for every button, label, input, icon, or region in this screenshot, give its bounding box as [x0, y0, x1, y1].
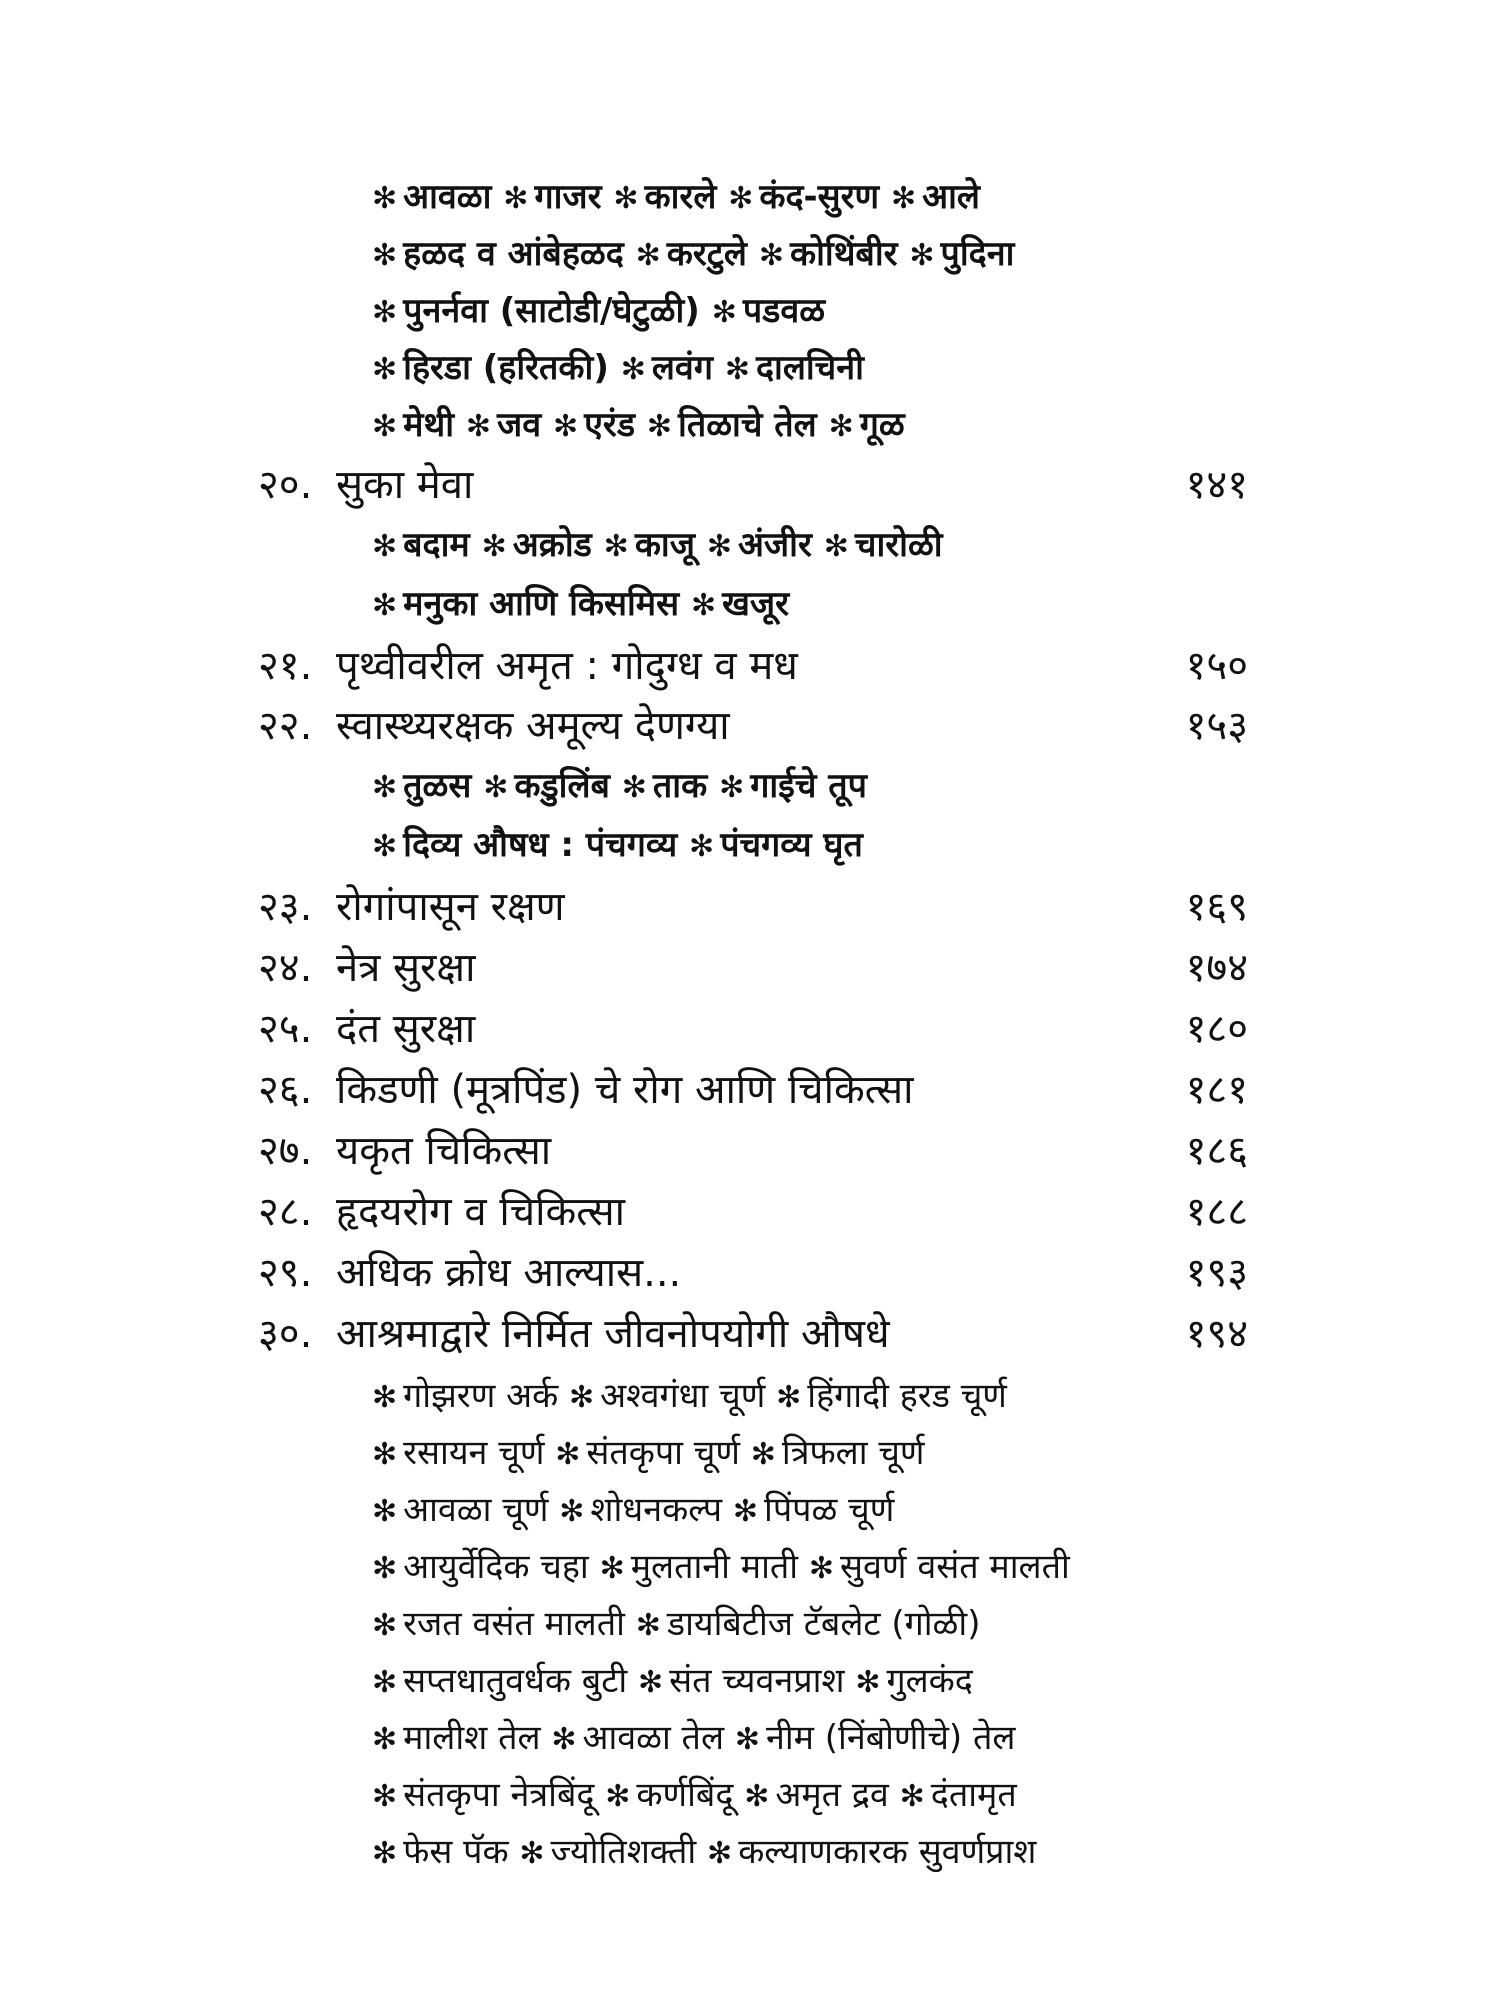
sub-item-line [0, 1708, 1500, 1768]
sub-item-line [0, 1423, 1500, 1483]
star-bullet-icon: ✻ [372, 829, 398, 864]
star-bullet-icon: ✻ [503, 181, 529, 216]
sub-items [372, 1822, 1036, 1884]
sub-items [372, 515, 943, 577]
sub-item: संतकृपा चूर्ण [586, 1433, 740, 1473]
sub-item: खजूर [722, 584, 790, 624]
chapter-title: किडणी (मूत्रपिंड) चे रोग आणि चिकित्सा [336, 1067, 914, 1113]
star-bullet-icon: ✻ [605, 1779, 631, 1814]
star-bullet-icon: ✻ [690, 588, 717, 623]
sub-item: अंजीर [737, 525, 812, 565]
sub-items [372, 1423, 925, 1485]
sub-item: एरंड [584, 405, 636, 445]
star-bullet-icon: ✻ [707, 1836, 733, 1871]
sub-items [372, 1537, 1070, 1599]
sub-item: ताक [652, 766, 708, 806]
sub-item: मेथी [403, 405, 455, 445]
chapter-number: २०. [258, 462, 313, 508]
chapter-title: अधिक क्रोध आल्यास... [336, 1250, 682, 1296]
star-bullet-icon: ✻ [613, 181, 639, 216]
sub-item: हिंगादी हरड चूर्ण [807, 1376, 1007, 1416]
star-bullet-icon: ✻ [732, 1494, 759, 1529]
star-bullet-icon: ✻ [372, 409, 398, 444]
chapter-number: २३. [258, 884, 313, 930]
chapter-number: २९. [258, 1250, 313, 1296]
star-bullet-icon: ✻ [372, 181, 398, 216]
sub-item: त्रिफला चूर्ण [781, 1433, 925, 1473]
sub-items [372, 338, 864, 400]
star-bullet-icon: ✻ [899, 1779, 925, 1814]
sub-item: आवळा चूर्ण [403, 1490, 549, 1530]
sub-item: हिरडा (हरितकी) [403, 348, 609, 388]
sub-item-line [0, 1822, 1500, 1882]
sub-item: चारोळी [854, 525, 943, 565]
toc-entry[interactable] [0, 1060, 1500, 1120]
chapter-number: २६. [258, 1067, 313, 1113]
sub-item: पिंपळ चूर्ण [764, 1490, 895, 1530]
sub-items [372, 167, 980, 229]
sub-item: गोझरण अर्क [403, 1376, 559, 1416]
star-bullet-icon: ✻ [483, 770, 509, 805]
sub-items [372, 395, 905, 457]
sub-item: रसायन चूर्ण [403, 1433, 545, 1473]
sub-item: दिव्य औषध : पंचगव्य [403, 825, 678, 865]
star-bullet-icon: ✻ [646, 409, 673, 444]
star-bullet-icon: ✻ [481, 529, 507, 564]
chapter-page: १५० [1185, 643, 1248, 689]
sub-item-line [0, 281, 1500, 341]
star-bullet-icon: ✻ [719, 770, 745, 805]
sub-item: पडवळ [742, 291, 826, 331]
chapter-number: २७. [258, 1128, 313, 1174]
sub-item: ज्योतिशक्ती [550, 1832, 697, 1872]
sub-item: करटुले [666, 234, 747, 274]
sub-item: गाजर [534, 177, 602, 217]
star-bullet-icon: ✻ [603, 529, 629, 564]
toc-entry[interactable] [0, 1121, 1500, 1181]
sub-item: दंतामृत [930, 1775, 1017, 1815]
sub-item: अश्वगंधा चूर्ण [600, 1376, 766, 1416]
star-bullet-icon: ✻ [750, 1437, 776, 1472]
star-bullet-icon: ✻ [372, 1551, 398, 1586]
sub-item: आले [922, 177, 980, 217]
sub-item-line [0, 395, 1500, 455]
star-bullet-icon: ✻ [635, 238, 661, 273]
sub-item: संतकृपा नेत्रबिंदू [403, 1775, 595, 1815]
sub-item-line [0, 1765, 1500, 1825]
chapter-title: स्वास्थ्यरक्षक अमूल्य देणग्या [336, 703, 730, 749]
chapter-title: दंत सुरक्षा [336, 1006, 476, 1052]
star-bullet-icon: ✻ [635, 1608, 661, 1643]
toc-entry[interactable] [0, 1182, 1500, 1242]
sub-item-line [0, 574, 1500, 634]
sub-item: गाईचे तूप [750, 766, 867, 806]
sub-item: मुलतानी माती [630, 1547, 799, 1587]
star-bullet-icon: ✻ [890, 181, 917, 216]
chapter-page: १६९ [1185, 884, 1248, 930]
sub-item: कडुलिंब [514, 766, 610, 806]
star-bullet-icon: ✻ [728, 181, 754, 216]
star-bullet-icon: ✻ [637, 1665, 664, 1700]
star-bullet-icon: ✻ [372, 1779, 398, 1814]
chapter-page: १८६ [1185, 1128, 1248, 1174]
star-bullet-icon: ✻ [372, 1722, 398, 1757]
star-bullet-icon: ✻ [372, 1380, 398, 1415]
chapter-number: २२. [258, 703, 313, 749]
sub-items [372, 224, 1014, 286]
star-bullet-icon: ✻ [555, 1437, 581, 1472]
toc-entry[interactable] [0, 696, 1500, 756]
sub-item: कर्णबिंदू [636, 1775, 734, 1815]
sub-item: अमृत द्रव [775, 1775, 889, 1815]
sub-items [372, 1366, 1007, 1428]
chapter-number: २१. [258, 643, 313, 689]
toc-entry[interactable] [0, 1243, 1500, 1303]
sub-item: दालचिनी [755, 348, 864, 388]
toc-entry[interactable] [0, 1304, 1500, 1364]
sub-item-line [0, 224, 1500, 284]
sub-item: मनुका आणि किसमिस [403, 584, 680, 624]
toc-entry[interactable] [0, 636, 1500, 696]
sub-item-line [0, 815, 1500, 875]
star-bullet-icon: ✻ [706, 529, 732, 564]
chapter-title: आश्रमाद्वारे निर्मित जीवनोपयोगी औषधे [336, 1311, 890, 1357]
sub-item-line [0, 167, 1500, 227]
sub-items [372, 815, 863, 877]
chapter-number: २४. [258, 945, 313, 991]
star-bullet-icon: ✻ [372, 238, 398, 273]
sub-item: बदाम [403, 525, 470, 565]
chapter-page: १४१ [1185, 462, 1248, 508]
star-bullet-icon: ✻ [372, 1608, 398, 1643]
star-bullet-icon: ✻ [734, 1722, 760, 1757]
sub-item: आयुर्वेदिक चहा [403, 1547, 589, 1587]
star-bullet-icon: ✻ [372, 529, 398, 564]
sub-item: शोधनकल्प [590, 1490, 723, 1530]
star-bullet-icon: ✻ [559, 1494, 585, 1529]
star-bullet-icon: ✻ [552, 409, 579, 444]
sub-item-line [0, 1651, 1500, 1711]
sub-item: पुनर्नवा (साटोडी/घेटुळी) [403, 291, 700, 331]
star-bullet-icon: ✻ [465, 409, 491, 444]
chapter-page: १८० [1185, 1006, 1248, 1052]
chapter-title: रोगांपासून रक्षण [336, 884, 565, 930]
sub-item: पुदिना [940, 234, 1015, 274]
sub-item: रजत वसंत मालती [403, 1604, 625, 1644]
sub-items [372, 1594, 980, 1656]
sub-item: नीम (निंबोणीचे) तेल [765, 1718, 1016, 1758]
sub-item: पंचगव्य घृत [720, 825, 863, 865]
sub-item: अक्रोड [512, 525, 592, 565]
sub-item: आवळा [403, 177, 492, 217]
chapter-page: १५३ [1185, 703, 1248, 749]
sub-item: सुवर्ण वसंत मालती [840, 1547, 1070, 1587]
chapter-page: १९४ [1185, 1311, 1248, 1357]
star-bullet-icon: ✻ [372, 770, 398, 805]
toc-entry[interactable] [0, 877, 1500, 937]
sub-items [372, 574, 789, 636]
star-bullet-icon: ✻ [828, 409, 854, 444]
star-bullet-icon: ✻ [758, 238, 784, 273]
chapter-number: २८. [258, 1189, 313, 1235]
star-bullet-icon: ✻ [620, 352, 646, 387]
chapter-number: ३०. [258, 1311, 313, 1357]
chapter-title: हृदयरोग व चिकित्सा [336, 1189, 626, 1235]
sub-item: गूळ [859, 405, 905, 445]
sub-item: गुलकंद [886, 1661, 973, 1701]
star-bullet-icon: ✻ [519, 1836, 545, 1871]
sub-item: डायबिटीज टॅबलेट (गोळी) [666, 1604, 981, 1644]
sub-item: कंद-सुरण [759, 177, 880, 217]
chapter-title: नेत्र सुरक्षा [336, 945, 476, 991]
star-bullet-icon: ✻ [569, 1380, 595, 1415]
star-bullet-icon: ✻ [823, 529, 849, 564]
sub-item: कारले [644, 177, 717, 217]
sub-item-line [0, 515, 1500, 575]
star-bullet-icon: ✻ [372, 1665, 398, 1700]
sub-item: तुळस [403, 766, 472, 806]
star-bullet-icon: ✻ [621, 770, 647, 805]
sub-item: काजू [634, 525, 695, 565]
sub-item: मालीश तेल [403, 1718, 541, 1758]
chapter-title: यकृत चिकित्सा [336, 1128, 552, 1174]
chapter-page: १८८ [1185, 1189, 1248, 1235]
sub-items [372, 1765, 1017, 1827]
sub-item-line [0, 1537, 1500, 1597]
sub-item-line [0, 1366, 1500, 1426]
sub-item: कल्याणकारक सुवर्णप्राश [738, 1832, 1037, 1872]
star-bullet-icon: ✻ [551, 1722, 577, 1757]
star-bullet-icon: ✻ [372, 295, 398, 330]
star-bullet-icon: ✻ [909, 238, 935, 273]
toc-entry[interactable] [0, 999, 1500, 1059]
sub-item: कोथिंबीर [789, 234, 898, 274]
star-bullet-icon: ✻ [744, 1779, 770, 1814]
star-bullet-icon: ✻ [776, 1380, 802, 1415]
star-bullet-icon: ✻ [599, 1551, 625, 1586]
chapter-page: १८१ [1185, 1067, 1248, 1113]
sub-item: जव [497, 405, 542, 445]
sub-items [372, 281, 825, 343]
star-bullet-icon: ✻ [724, 352, 750, 387]
toc-entry[interactable] [0, 455, 1500, 515]
sub-item: फेस पॅक [403, 1832, 509, 1872]
star-bullet-icon: ✻ [372, 588, 398, 623]
toc-entry[interactable] [0, 938, 1500, 998]
star-bullet-icon: ✻ [372, 352, 398, 387]
chapter-title: सुका मेवा [336, 462, 474, 508]
sub-item: आवळा तेल [582, 1718, 724, 1758]
sub-item-line [0, 338, 1500, 398]
chapter-page: १९३ [1185, 1250, 1248, 1296]
star-bullet-icon: ✻ [372, 1437, 398, 1472]
chapter-title: पृथ्वीवरील अमृत : गोदुग्ध व मध [336, 643, 798, 689]
sub-item: संत च्यवनप्राश [669, 1661, 845, 1701]
sub-item: तिळाचे तेल [678, 405, 817, 445]
sub-items [372, 1708, 1015, 1770]
star-bullet-icon: ✻ [372, 1836, 398, 1871]
sub-item: सप्तधातुवर्धक बुटी [403, 1661, 628, 1701]
sub-items [372, 1480, 894, 1542]
chapter-page: १७४ [1185, 945, 1248, 991]
sub-item: हळद व आंबेहळद [403, 234, 624, 274]
star-bullet-icon: ✻ [711, 295, 737, 330]
star-bullet-icon: ✻ [808, 1551, 835, 1586]
sub-item-line [0, 1480, 1500, 1540]
star-bullet-icon: ✻ [372, 1494, 398, 1529]
sub-item: लवंग [651, 348, 713, 388]
chapter-number: २५. [258, 1006, 313, 1052]
sub-item-line [0, 1594, 1500, 1654]
sub-items [372, 756, 867, 818]
star-bullet-icon: ✻ [689, 829, 715, 864]
sub-items [372, 1651, 973, 1713]
star-bullet-icon: ✻ [855, 1665, 881, 1700]
sub-item-line [0, 756, 1500, 816]
